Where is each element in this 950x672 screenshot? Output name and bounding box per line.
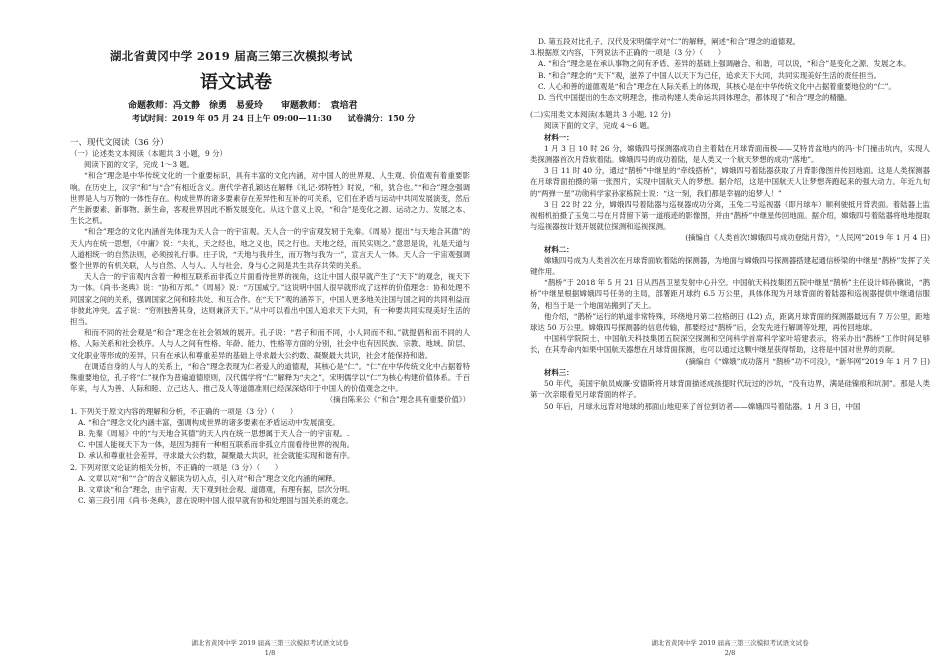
material-1-paragraph-2: 3 日 11 时 40 分，通过“鹊桥”中继星的“牵线搭桥”，嫦娥四号着陆器获取了月背影像图并传回地面。这是人类探测器在月球背面拍摄的第一张图片，实现中国航天人的梦想。据介绍，这是中国航天人让梦想奔跑起来的强大动力。年近九旬的“两弹一星”功勋科学家孙家栋院士说：“这一刻，我们都是幸福的追梦人！” [530, 166, 930, 198]
question-3-option-a: A. “和合”理念是在承认事物之间有矛盾、差异的基础上强调融合、和谐，可以说，“和合”是变化之源、发展之本。 [538, 59, 911, 69]
part2-heading: (二)实用类文本阅读(本题共 3 小题, 12 分) [530, 110, 671, 120]
question-1-option-b: B. 先秦《周易》中的“与天地合其德”的天人内在统一思想属于天人合一的宇宙观。. [78, 429, 350, 439]
question-2-option-b: B. 文章谈“和合”理念，由宇宙观、天下观到社会观、道德观，有理有据，层次分明。 [78, 485, 355, 495]
paragraph-2: “和合”理念的文化内涵首先体现为天人合一的宇宙观。天人合一的宇宙观发轫于先秦。《周易》提出“与天地合其德”的天人内在统一思想，《中庸》说：“夫礼，天之经也，地之义也，民之行也。天地之经，而民实则之。”意思是说，礼是天道与人道相统一的自然法则，必须按礼行事。庄子说，“天地与我并生，而万物与我为一”，宣言天人一体。天人合一宇宙观强调整个世界的有机关联，人与自然、人与人、人与社会、身与心之间是共生共存共荣的关系。 [70, 227, 470, 271]
page-left [70, 0, 470, 672]
paragraph-3: 天人合一的宇宙观内含着一种相互联系而非孤立片面看待世界的视角，这让中国人很早就产生了“天下”的观念，视天下为一体。《尚书·尧典》说：“协和万邦。”《周易》说：“万国咸宁。”这说明中国人很早就形成了这样的价值理念：协和处理不同国家之间的关系，强调国家之间和睦共处、和互合作。在“天下”观的涵养下，中国人更多地关注国与国之间的共同利益而非彼此冲突。孟子说：“穷则独善其身，达则兼济天下。”从中可以看出中国人追求天下大同，有一种要共同实现美好生活的担当。 [70, 272, 470, 327]
question-1-option-c: C. 中国人能视天下为一体，是因为拥有一种相互联系而非孤立片面看待世界的视角。 [78, 440, 355, 450]
material-3-paragraph-2: 50 年后，月球永远背对地球的那面山地迎来了首位到访者——嫦娥四号着陆器。1 月 3 日，中国 [544, 401, 861, 411]
material-2-label: 材料二： [544, 244, 574, 254]
exam-title: 湖北省黄冈中学 2019 届高三第三次模拟考试 [110, 49, 353, 63]
instruction-2: 阅读下面的文字，完成 4～6 题。 [544, 121, 655, 131]
material-2-paragraph-1: 嫦娥四号成为人类首次在月球背面软着陆的探测器，为地面与嫦娥四号探测器搭建起通信桥梁的中继星“鹊桥”发挥了关键作用。 [530, 255, 930, 277]
instruction: 阅读下面的文字，完成 1～3 题。 [84, 160, 195, 170]
question-2-option-a: A. 文章以对“和”“合”的含义解读为切入点，引入对“和合”理念文化内涵的阐释。 [78, 473, 340, 483]
material-3-label: 材料三： [544, 367, 574, 377]
material-1-paragraph-3: 3 日 22 时 22 分，嫦娥四号着陆器与巡视器成功分离，玉兔二号巡视器（即月球车）顺利驶抵月背表面。着陆器上监视相机拍摄了玉兔二号在月背留下第一道痕迹的影像图，并由“鹊桥”中继星传回地面。据介绍，嫦娥四号着陆器将地地提取与巡视器按计划开展就位探测和巡视探测。 [530, 199, 930, 232]
paragraph-4: 和而不同的社会观是“和合”理念在社会领域的展开。孔子说：“君子和而不同，小人同而不和。”就提倡和而不同的人格、人际关系和社会秩序。人与人之间有性格、年龄、能力、性格等方面的分别，社会中也有因民族、宗教、地域、阶层、文化职业等形成的差异，只有在承认和尊重差异的基础上寻求最大公约数、凝聚最大共识，社会才能保持和谐。 [70, 328, 470, 360]
footer-title: 湖北省黄冈中学 2019 届高三第三次模拟考试语文试卷 [191, 639, 349, 647]
source-note-2: (摘编自《人类首次!嫦娥四号成功登陆月背》，“人民网”2019 年 1 月 4 日) [685, 233, 930, 243]
paragraph-1: “和合”理念是中华传统文化的一个重要标识，具有丰富的文化内涵，对中国人的世界观、人生观、价值观有着重要影响。在历史上，汉字“和”与“合”有相近含义。唐代学者孔颖达在解释《礼记·郊特牲》时说，“和，犹合也。”“和合”理念强调世界是人与万物的一体性存在。构成世界的诸多要素存在差异性和互补的可关系，它们在矛盾与运动中共同发展演变，然后产生新要素、新事物、新生命，客观世界因此不断发展变化。从这个意义上说，“和合”是变化之源、运动之力、发展之本、生长之机。 [70, 171, 470, 226]
question-3-option-d: D. 当代中国提出的生态文明理念，推动构建人类命运共同体理念，都体现了“和合”理念的精髓。 [538, 93, 852, 103]
material-2-paragraph-4: 中国科学院院士、中国航天科技集团五院深空探测和空间科学首席科学家叶培建表示，将采办出“鹊桥”工作时间足够长，在其寿命内如果中国航天器想在月球背面探测，也可以通过这颗中继星获得帮助，这将是中国对世界的贡献。 [530, 334, 930, 355]
question-1-option-a: A. “和合”理念文化内涵丰富，强调构成世界的诸多要素在矛盾运动中发展演变。 [78, 417, 340, 427]
source-note: （摘自陈来公《“和合”理念具有重要价值》） [325, 395, 470, 405]
question-2: 2. 下列对原文论证的相关分析，不正确的一项是（3 分）（ ） [70, 462, 283, 472]
part1-heading: （一）论述类文本阅读（本题共 3 小题，9 分） [70, 149, 227, 158]
section-heading: 一、现代文阅读（36 分） [70, 138, 169, 148]
paragraph-5: 在调适自身的人与人的关系上，“和合”理念表现为仁者爱人的道德观，其核心是“仁”。“仁”在中华传统文化中占据着特殊重要地位，孔子将“仁”视作为普遍道德原则，汉代儒学将“仁”解释为“夫之”，宋明儒学以“仁”为核心构建价值体系。千百年来，与人为善、人际和睦、立己达人、推己及人等道德准则已经深深烙印于中国人的价值观念之中。 [70, 361, 470, 394]
material-2-paragraph-3: 他介绍，“鹊桥”运行的轨道非常特殊，环绕地月第二拉格朗日 (L2) 点，距离月球背面的探测器最远有 7 万公里，距地球达 50 万公里。嫦娥四号探测器的信息传输，都要经过“鹊桥”后，会发先进行解调等处理，再传回地球。 [530, 311, 930, 333]
material-3-paragraph-1: 50 年代，美国宇航员威廉·安德斯将月球背面描述成孩提时代玩过的沙坑，“没有边界，满是硅镍痕和坑洞”。那是人类第一次亲眼看见月球背面的样子。 [530, 379, 930, 400]
page-footer [70, 638, 470, 658]
question-3-option-c: C. 人心和善的道德观是“和合”理念在人际关系上的体现，其核心是在中华传统文化中占据着重要地位的“仁”。 [538, 81, 896, 91]
question-1: 1. 下列关于原文内容的理解和分析，不正确的一项是（3 分）（ ） [70, 406, 298, 416]
source-note-3: (摘编自《“嫦娥”成功落月 “鹊桥”功不可没》，“新华网”2019 年 1 月 7 日) [685, 356, 930, 366]
exam-info: 考试时间：2019 年 05 月 24 日上午 09:00—11:30 试卷满分：150 分 [132, 113, 416, 123]
page-footer-2 [530, 638, 930, 658]
material-2-paragraph-2: “鹊桥”于 2018 年 5 月 21 日从西昌卫星发射中心升空。中国航天科技集团五院中继星“鹊桥”主任设计师孙骥说，“鹊桥”中继星根据嫦娥四号任务的主局，部署距月球约 6.5 万公里，具体体现为月球背面的着陆器和巡视器提供中继通信服务，相当于是一个地面站搬到了天上。 [530, 278, 930, 310]
material-1-paragraph-1: 1 月 3 日 10 时 26 分，嫦娥四号探测器成功自主着陆在月球背面南极——艾特肯盆地内的冯·卡门撞击坑内，实现人类探测器首次月背软着陆。嫦娥四号的成功着陆，是人类又一个航天梦想的成功“落地”。 [530, 143, 930, 165]
authors-line: 命题教师：冯文静 徐勇 易爱玲 审题教师： 袁培君 [128, 101, 358, 111]
question-1-option-d: D. 承认和尊重社会差异，寻求最大公约数，凝聚最大共识，社会就能实现和谐有序。 [78, 451, 355, 461]
question-2-option-c: C. 第三段引用《尚书·尧典》，意在说明中国人很早就有协和处理国与国关系的观念。 [78, 496, 353, 506]
footer-title-2: 湖北省黄冈中学 2019 届高三第三次模拟考试语文试卷 [651, 639, 809, 647]
page-right [530, 0, 930, 672]
footer-page-number: 1/8 [264, 649, 276, 657]
question-3: 3.根据原文内容，下列说法不正确的一项是（3 分）（ ） [530, 48, 726, 58]
question-3-option-b: B. “和合”理念的“天下”观，滋养了中国人以天下为己任，追求天下大同，共同实现美好生活的责任担当。 [538, 70, 882, 80]
question-2-option-d: D. 第五段对比孔子、汉代及宋明儒学对“仁”的解释，阐述“和合”理念的道德观。 [538, 37, 800, 46]
exam-subtitle: 语文试卷 [200, 72, 272, 93]
material-1-label: 材料一： [544, 132, 574, 142]
footer-page-number-2: 2/8 [724, 649, 736, 657]
